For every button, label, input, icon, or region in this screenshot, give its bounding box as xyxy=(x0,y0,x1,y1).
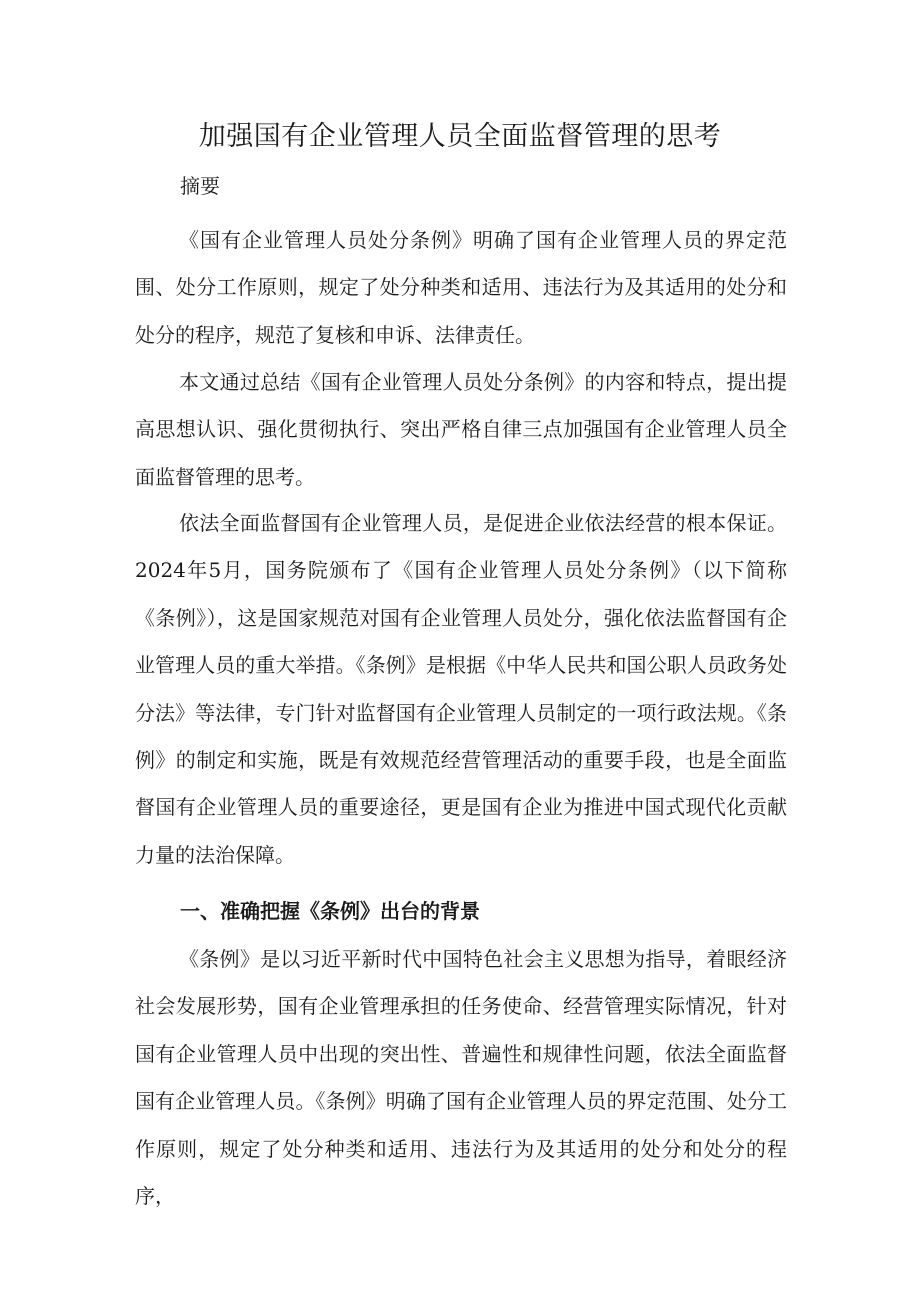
section-paragraph: 《条例》是以习近平新时代中国特色社会主义思想为指导，着眼经济社会发展形势，国有企业管理承担的任务使命、经营管理实际情况，针对国有企业管理人员中出现的突出性、普遍性和规律性问题，依法全面监督国有企业管理人员。《条例》明确了国有企业管理人员的界定范围、处分工作原则，规定了处分种类和适用、违法行为及其适用的处分和处分的程序， xyxy=(135,947,787,1209)
section-heading: 一、准确把握《条例》出台的背景 xyxy=(180,899,480,923)
abstract-paragraph-1: 《国有企业管理人员处分条例》明确了国有企业管理人员的界定范围、处分工作原则，规定了处分种类和适用、违法行为及其适用的处分和处分的程序，规范了复核和申诉、法律责任。 xyxy=(135,228,787,347)
abstract-label: 摘要 xyxy=(180,174,220,198)
document-title: 加强国有企业管理人员全面监督管理的思考 xyxy=(198,121,722,152)
intro-paragraph: 依法全面监督国有企业管理人员，是促进企业依法经营的根本保证。2024年5月，国务院颁布了《国有企业管理人员处分条例》（以下简称《条例》），这是国家规范对国有企业管理人员处分，强化依法监督国有企业管理人员的重大举措。《条例》是根据《中华人民共和国公职人员政务处分法》等法律，专门针对监督国有企业管理人员制定的一项行政法规。《条例》的制定和实施，既是有效规范经营管理活动的重要手段，也是全面监督国有企业管理人员的重要途径，更是国有企业为推进中国式现代化贡献力量的法治保障。 xyxy=(135,511,787,867)
abstract-paragraph-2: 本文通过总结《国有企业管理人员处分条例》的内容和特点，提出提高思想认识、强化贯彻执行、突出严格自律三点加强国有企业管理人员全面监督管理的思考。 xyxy=(135,370,787,489)
